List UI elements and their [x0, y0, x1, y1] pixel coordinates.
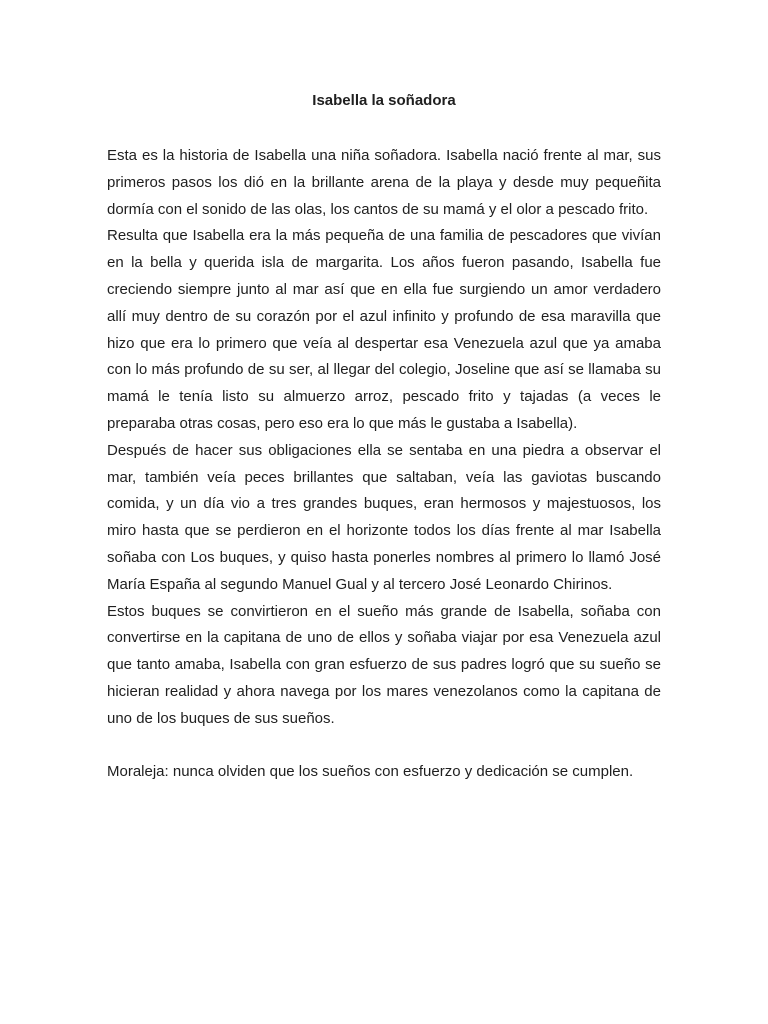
paragraph-3: Después de hacer sus obligaciones ella se sentaba en una piedra a observar el mar, también veía peces brillantes que saltaban, veía las gaviotas buscando comida, y un día vio a tres grandes buques, eran hermosos y majestuosos, los miro hasta que se perdieron en el horizonte todos los días frente al mar Isabella soñaba con Los buques, y quiso hasta ponerles nombres al primero lo llamó José María España al segundo Manuel Gual y al tercero José Leonardo Chirinos. [107, 441, 661, 593]
paragraph-1: Esta es la historia de Isabella una niña soñadora. Isabella nació frente al mar, sus primeros pasos los dió en la brillante arena de la playa y desde muy pequeñita dormía con el sonido de las olas, los cantos de su mamá y el olor a pescado frito. [107, 147, 661, 218]
paragraph-4: Estos buques se convirtieron en el sueño más grande de Isabella, soñaba con convertirse en la capitana de uno de ellos y soñaba viajar por esa Venezuela azul que tanto amaba, Isabella con gran esfuerzo de sus padres logró que su sueño se hicieran realidad y ahora navega por los mares venezolanos como la capitana de uno de los buques de sus sueños. [107, 602, 661, 727]
paragraph-spacer [107, 733, 661, 760]
moral-paragraph: Moraleja: nunca olviden que los sueños con esfuerzo y dedicación se cumplen. [107, 763, 634, 781]
document-title: Isabella la soñadora [312, 92, 456, 109]
document-body [107, 143, 661, 786]
paragraph-2: Resulta que Isabella era la más pequeña de una familia de pescadores que vivían en la bella y querida isla de margarita. Los años fueron pasando, Isabella fue creciendo siempre junto al mar así que en ella fue surgiendo un amor verdadero allí muy dentro de su corazón por el azul infinito y profundo de esa maravilla que hizo que era lo primero que veía al despertar esa Venezuela azul que ya amaba con lo más profundo de su ser, al llegar del colegio, Joseline que así se llamaba su mamá le tenía listo su almuerzo arroz, pescado frito y tajadas (a veces le preparaba otras cosas, pero eso era lo que más le gustaba a Isabella). [107, 227, 661, 432]
